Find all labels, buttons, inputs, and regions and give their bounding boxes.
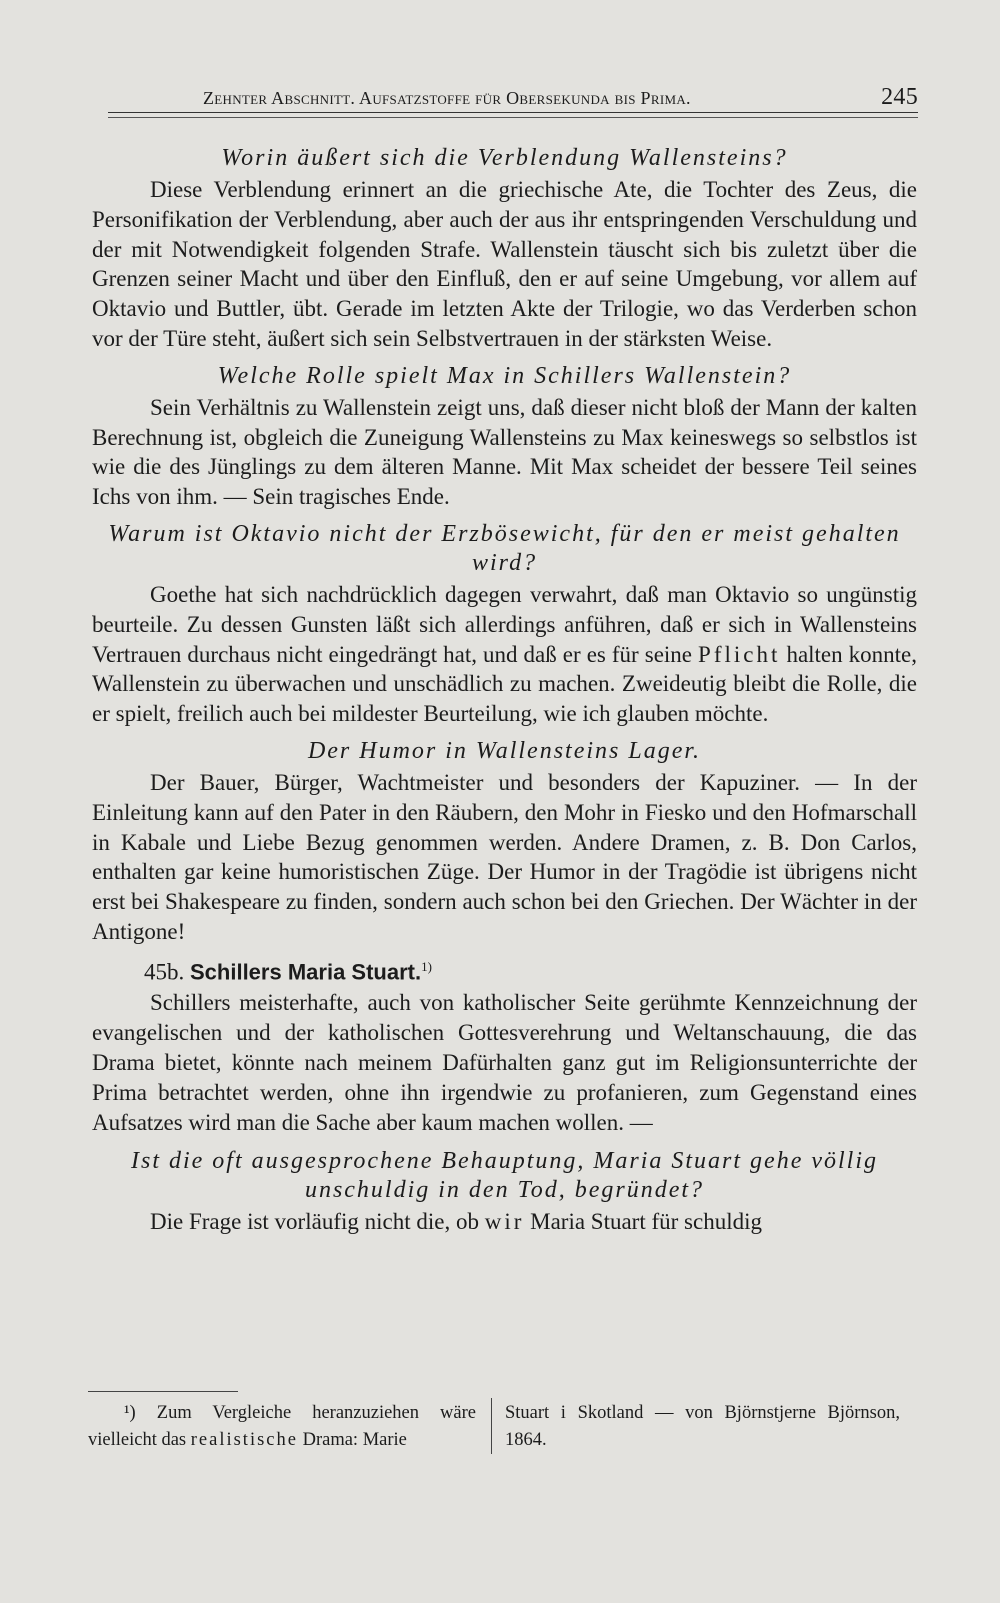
page-body: [92, 140, 917, 1237]
question-heading: Worin äußert sich die Verblendung Wallensteins?: [221, 145, 788, 171]
header-rule-thin: [108, 117, 918, 118]
question-heading: Der Humor in Wallensteins Lager.: [307, 737, 702, 764]
running-title: Zehnter Abschnitt. Aufsatzstoffe für Obersekunda bis Prima.: [203, 88, 691, 108]
section-title: Schillers Maria Stuart.: [190, 959, 422, 985]
text-run: Zum Vergleiche heranzuziehen wäre vielleicht das: [88, 1403, 476, 1450]
text-run: Goethe hat sich nachdrücklich dagegen verwahrt, daß man Oktavio so ungünstig beurteile. Zu dessen Gunsten läßt sich allerdings anführen, daß er sich in Wallensteins Vertrauen durchaus nicht eingedrängt hat, und daß er es für seine: [92, 581, 917, 667]
footnote-right: Stuart i Skotland — von Björnstjerne Björnson, 1864.: [505, 1403, 900, 1450]
paragraph: Sein Verhältnis zu Wallenstein zeigt uns, daß dieser nicht bloß der Mann der kalten Berechnung ist, obgleich die Zuneigung Wallensteins zu Max keineswegs so selbstlos ist wie die des Jünglings zu dem älteren Manne. Mit Max scheidet der bessere Teil seines Ichs von ihm. — Sein tragisches Ende.: [92, 394, 917, 510]
spaced-emphasis: realistische: [190, 1430, 298, 1450]
section-number: 45b.: [144, 959, 185, 985]
page-number: 245: [881, 84, 918, 110]
footnote-column-divider: [491, 1398, 492, 1454]
text-run: Drama: Marie: [302, 1430, 407, 1450]
header-rule: [108, 112, 918, 113]
paragraph: Diese Verblendung erinnert an die griechische Ate, die Tochter des Zeus, die Personifikation der Verblendung, aber auch der aus ihr entspringenden Verschuldung und der mit Notwendigkeit folgenden Strafe. Wallenstein täuscht sich bis zuletzt über die Grenzen seiner Macht und über den Einfluß, den er auf seine Umgebung, vor allem auf Oktavio und Buttler, übt. Gerade im letzten Akte der Trilogie, wo das Verderben schon vor der Türe steht, äußert sich sein Selbstvertrauen in der stärksten Weise.: [92, 177, 917, 351]
spaced-emphasis: wir: [484, 1209, 525, 1235]
text-run: halten konnte, Wallenstein zu überwachen und unschädlich zu machen. Zweideutig bleibt die Rolle, die er spielt, freilich auch bei mildester Beurteilung, wie ich glauben möchte.: [92, 641, 918, 727]
text-run: Maria Stuart für schuldig: [530, 1209, 762, 1235]
paragraph: Schillers meisterhafte, auch von katholischer Seite gerühmte Kennzeichnung der evangelischen und der katholischen Gottesverehrung und Weltanschauung, die das Drama bietet, könnte nach meinem Dafürhalten ganz gut im Religionsunterrichte der Prima betrachtet werden, ohne ihn irgendwie zu profanieren, zum Gegenstand eines Aufsatzes wird man die Sache aber kaum machen wollen. —: [92, 990, 917, 1135]
footnote-left: [88, 1400, 476, 1454]
paragraph: [92, 580, 917, 729]
footnote-rule: [88, 1391, 238, 1392]
question-heading: Warum ist Oktavio nicht der Erzbösewicht, für den er meist gehalten wird?: [108, 520, 901, 576]
footnote-reference: 1): [421, 958, 432, 974]
section-heading: [92, 951, 917, 989]
question-heading: Welche Rolle spielt Max in Schillers Wallenstein?: [217, 362, 792, 389]
footnote-mark: ¹): [124, 1403, 136, 1423]
spaced-emphasis: Pflicht: [698, 641, 781, 667]
question-heading: Ist die oft ausgesprochene Behauptung, Maria Stuart gehe völlig unschuldig in den Tod, begründet?: [130, 1148, 878, 1204]
text-run: Die Frage ist vorläufig nicht die, ob: [150, 1209, 479, 1235]
paragraph: Der Bauer, Bürger, Wachtmeister und besonders der Kapuziner. — In der Einleitung kann auf den Pater in den Räubern, den Mohr in Fiesko und den Hofmarschall in Kabale und Liebe Bezug genommen werden. Andere Dramen, z. B. Don Carlos, enthalten gar keine humoristischen Züge. Der Humor in der Tragödie ist übrigens nicht erst bei Shakespeare zu finden, sondern auch schon bei den Griechen. Der Wächter in der Antigone!: [92, 769, 917, 944]
paragraph: [92, 1207, 917, 1237]
